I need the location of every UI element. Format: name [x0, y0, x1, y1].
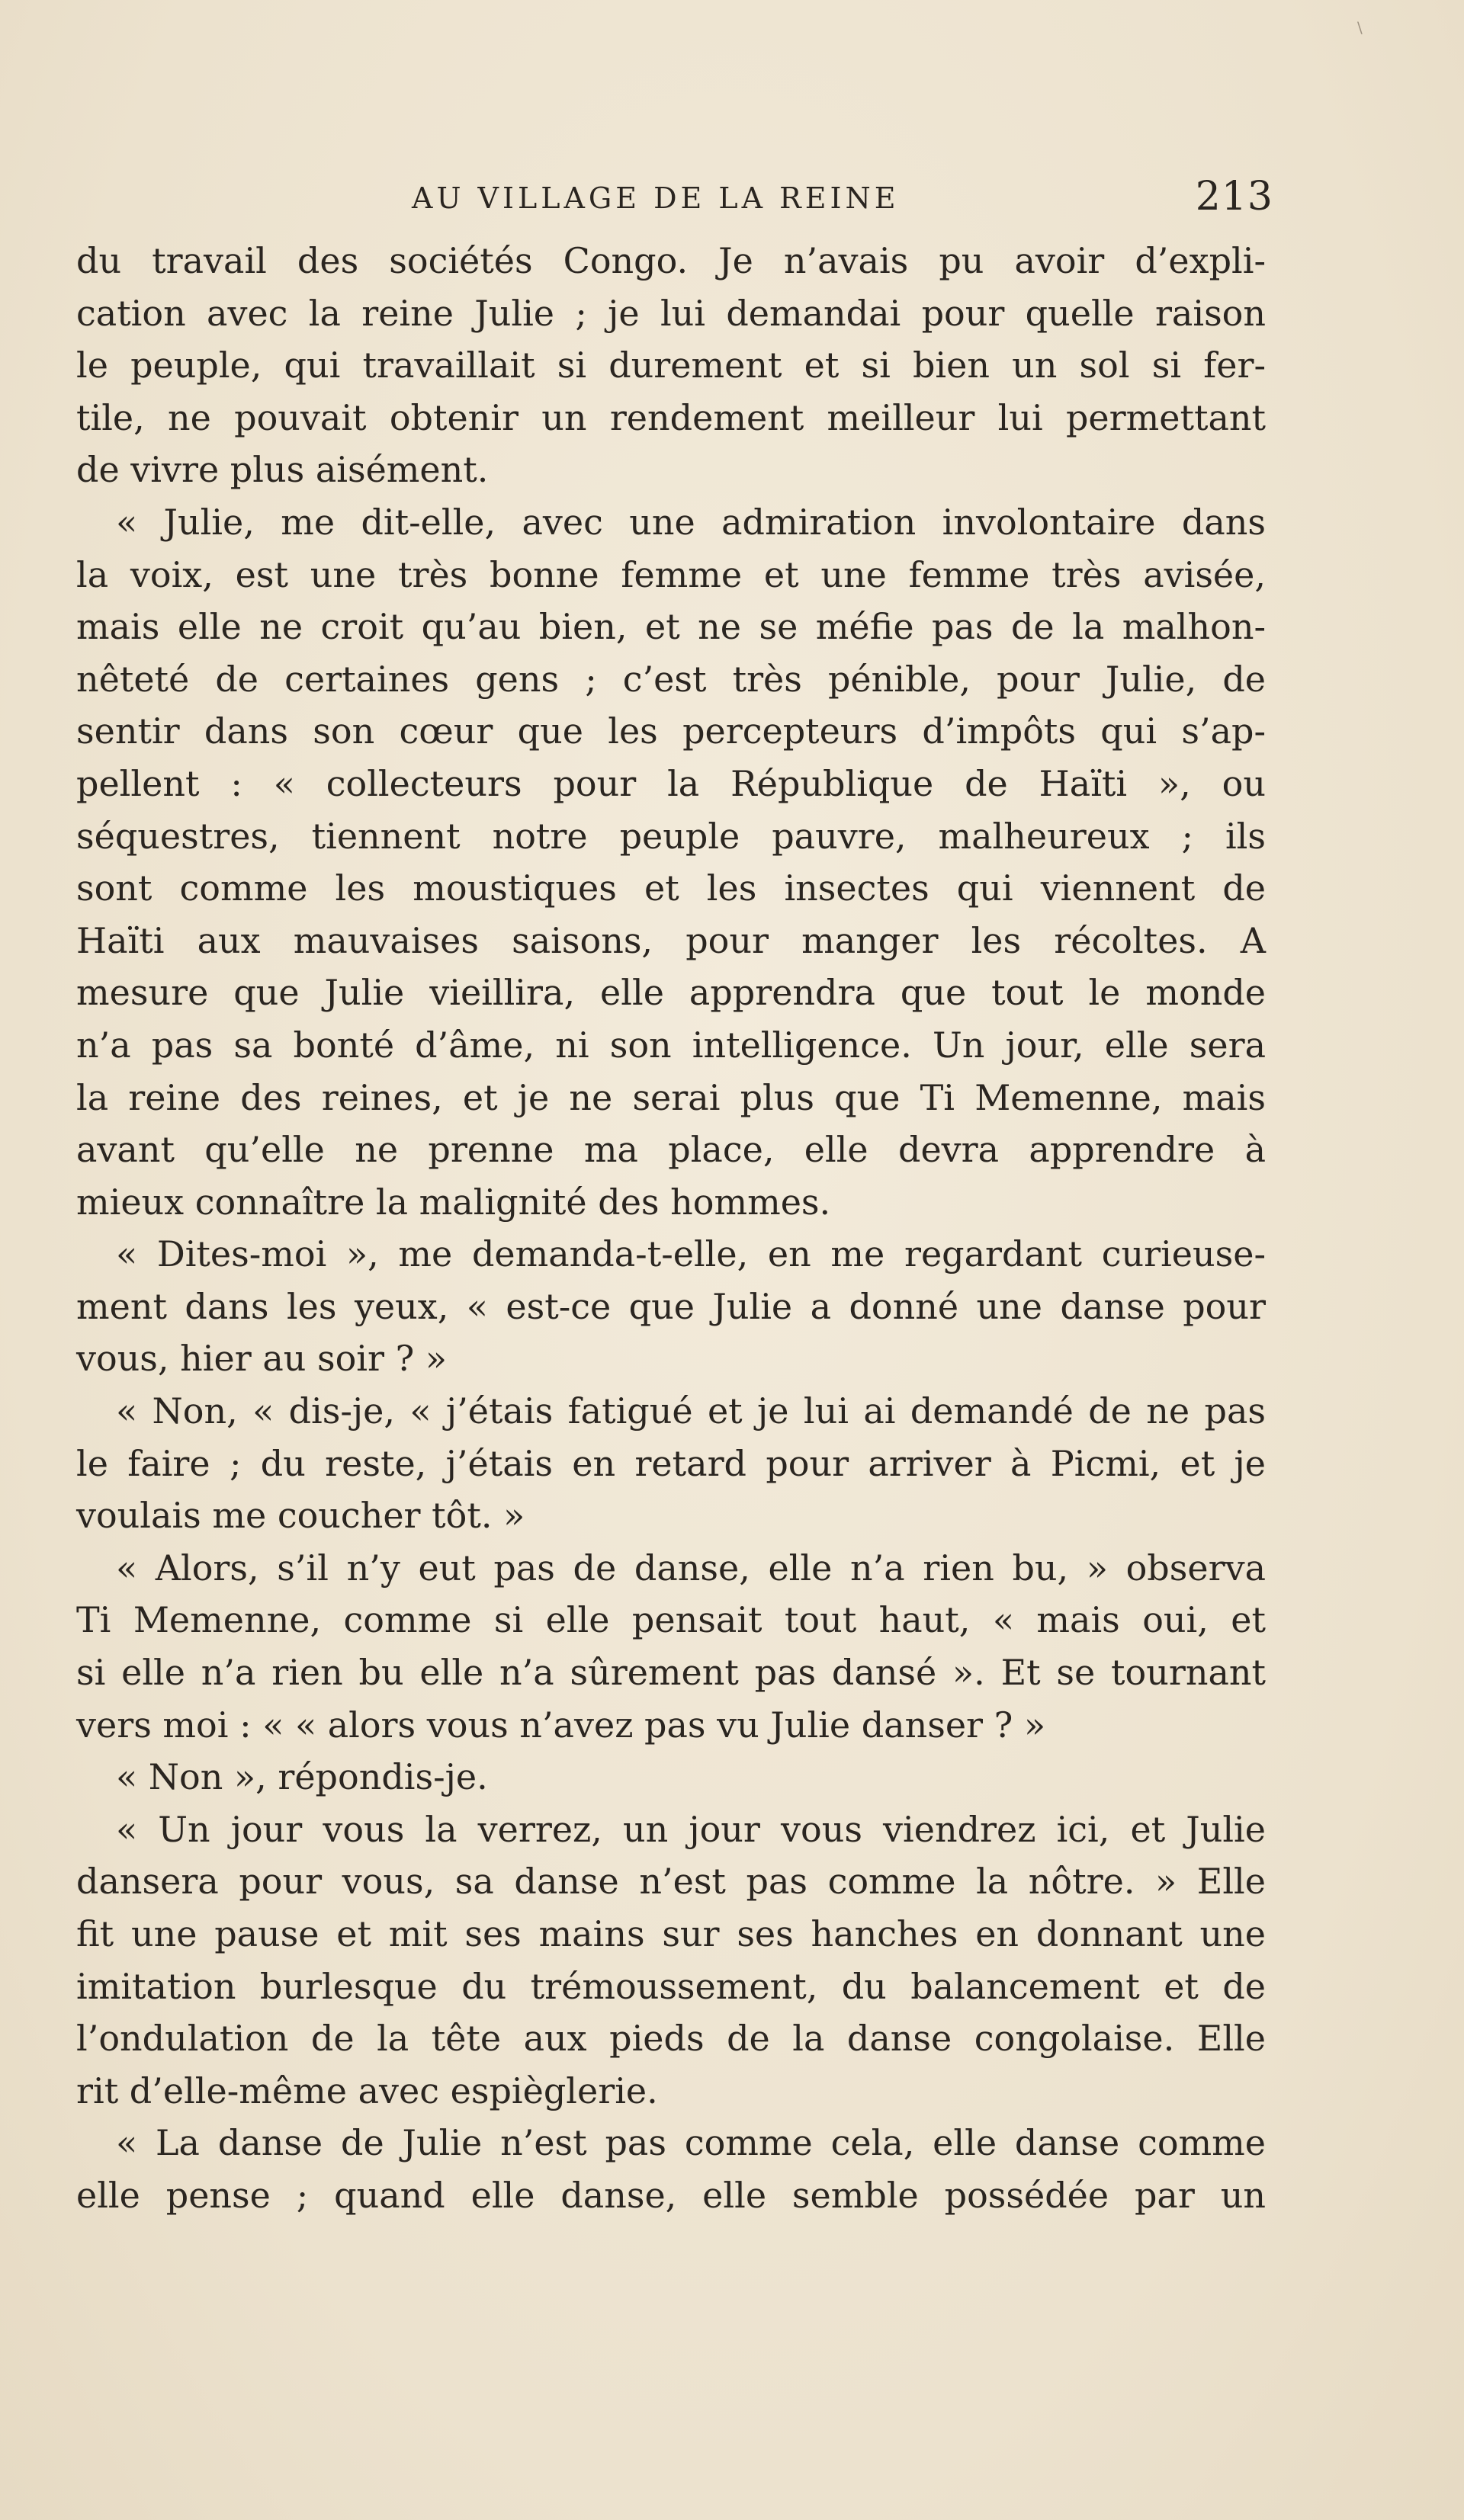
text-line: du travail des sociétés Congo. Je n’avais pu avoir d’expli-: [76, 240, 1266, 281]
text-line: la reine des reines, et je ne serai plus que Ti Memenne, mais: [76, 1076, 1266, 1118]
text-line: mieux connaître la malignité des hommes.: [76, 1181, 831, 1223]
text-line: rit d’elle-même avec espièglerie.: [76, 2070, 658, 2111]
text-line: le faire ; du reste, j’étais en retard pour arriver à Picmi, et je: [76, 1442, 1266, 1484]
text-line: nêteté de certaines gens ; c’est très pénible, pour Julie, de: [76, 658, 1266, 700]
text-line: « Alors, s’il n’y eut pas de danse, elle n’a rien bu, » observa: [116, 1547, 1266, 1589]
text-line: mais elle ne croit qu’au bien, et ne se méfie pas de la malhon-: [76, 606, 1266, 648]
text-line: « La danse de Julie n’est pas comme cela, elle danse comme: [116, 2122, 1266, 2164]
text-line: voulais me coucher tôt. »: [76, 1495, 525, 1537]
text-line: avant qu’elle ne prenne ma place, elle devra apprendre à: [76, 1129, 1266, 1171]
text-line: « Dites-moi », me demanda-t-elle, en me regardant curieuse-: [116, 1233, 1266, 1275]
text-line: imitation burlesque du trémoussement, du balancement et de: [76, 1965, 1266, 2007]
text-line: « Julie, me dit-elle, avec une admiration involontaire dans: [116, 501, 1266, 543]
text-line: pellent : « collecteurs pour la République de Haïti », ou: [76, 762, 1266, 804]
text-line: Ti Memenne, comme si elle pensait tout haut, « mais oui, et: [76, 1599, 1266, 1641]
text-line: l’ondulation de la tête aux pieds de la danse congolaise. Elle: [76, 2018, 1266, 2060]
text-line: tile, ne pouvait obtenir un rendement meilleur lui permettant: [76, 396, 1266, 438]
text-line: n’a pas sa bonté d’âme, ni son intelligence. Un jour, elle sera: [76, 1024, 1266, 1066]
text-line: de vivre plus aisément.: [76, 449, 489, 491]
text-line: si elle n’a rien bu elle n’a sûrement pas dansé ». Et se tournant: [76, 1652, 1266, 1694]
text-line: cation avec la reine Julie ; je lui demandai pour quelle raison: [76, 292, 1266, 334]
text-line: vers moi : « « alors vous n’avez pas vu Julie danser ? »: [76, 1704, 1046, 1746]
text-line: la voix, est une très bonne femme et une femme très avisée,: [76, 553, 1266, 595]
text-line: vous, hier au soir ? »: [76, 1338, 448, 1380]
running-head: [76, 174, 1273, 220]
text-line: Haïti aux mauvaises saisons, pour manger les récoltes. A: [76, 919, 1266, 961]
text-line: dansera pour vous, sa danse n’est pas comme la nôtre. » Elle: [76, 1861, 1266, 1903]
page-corner-mark: \: [1357, 18, 1363, 37]
text-line: sont comme les moustiques et les insectes qui viennent de: [76, 867, 1266, 909]
body-text: [76, 235, 1266, 2222]
text-line: « Non », répondis-je.: [116, 1756, 488, 1798]
text-line: séquestres, tiennent notre peuple pauvre, malheureux ; ils: [76, 815, 1266, 857]
text-line: « Un jour vous la verrez, un jour vous viendrez ici, et Julie: [116, 1808, 1266, 1850]
text-line: le peuple, qui travaillait si durement et si bien un sol si fer-: [76, 345, 1266, 386]
text-line: mesure que Julie vieillira, elle apprendra que tout le monde: [76, 972, 1266, 1014]
running-title: AU VILLAGE DE LA REINE: [412, 181, 900, 215]
text-line: « Non, « dis-je, « j’étais fatigué et je lui ai demandé de ne pas: [116, 1390, 1266, 1432]
text-line: sentir dans son cœur que les percepteurs d’impôts qui s’ap-: [76, 710, 1266, 752]
page-number: 213: [1195, 174, 1273, 220]
text-line: elle pense ; quand elle danse, elle semble possédée par un: [76, 2174, 1266, 2216]
text-line: fit une pause et mit ses mains sur ses hanches en donnant une: [76, 1913, 1266, 1954]
text-line: ment dans les yeux, « est-ce que Julie a donné une danse pour: [76, 1285, 1266, 1327]
